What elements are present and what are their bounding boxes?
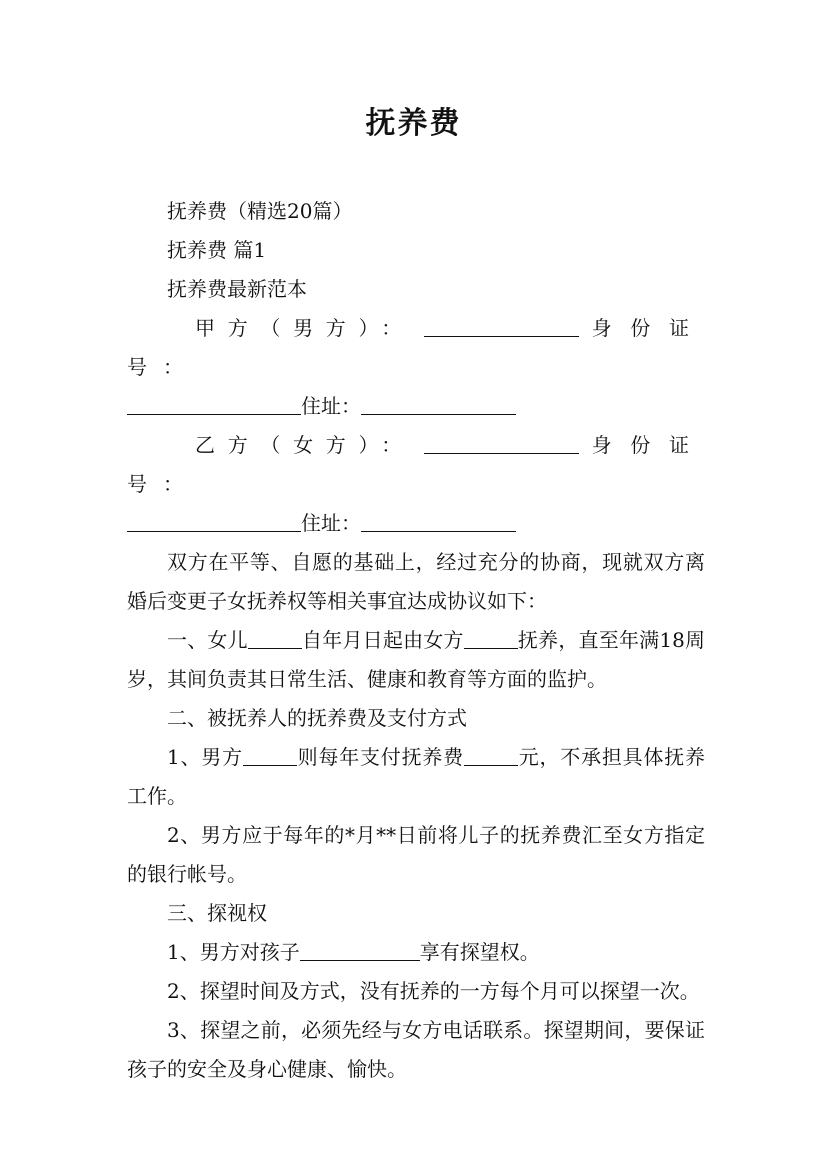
item-2-1-text-a: 1、男方 <box>167 745 243 769</box>
section-heading-text: 抚养费 篇1 <box>167 238 267 262</box>
item-3-1-text-b: 享有探望权。 <box>419 940 540 964</box>
section-3-heading: 三、探视权 <box>167 901 267 925</box>
item-2-1-amount-blank <box>464 743 518 766</box>
party-b-id-label: 身份证号： <box>127 433 706 496</box>
party-a-address-blank <box>361 392 516 415</box>
subtitle-text: 抚养费（精选20篇） <box>167 199 353 223</box>
section-2-heading: 二、被抚养人的抚养费及支付方式 <box>167 706 467 730</box>
item-3-1-child-blank <box>300 938 420 961</box>
item-1-text-b: 自年月日起由女方 <box>301 628 464 652</box>
item-2-2-paragraph: 2、男方应于每年的*月**日前将儿子的抚养费汇至女方指定的银行帐号。 <box>127 823 705 886</box>
party-a-name-blank <box>424 314 579 337</box>
intro-paragraph: 双方在平等、自愿的基础上，经过充分的协商，现就双方离婚后变更子女抚养权等相关事宜达成协议如下： <box>127 550 705 613</box>
item-2-1-father-blank <box>243 743 297 766</box>
party-b-line <box>127 426 705 543</box>
party-a-id-label: 身份证号： <box>127 316 706 379</box>
item-1-daughter-blank <box>248 626 302 649</box>
item-3-1-text-a: 1、男方对孩子 <box>167 940 300 964</box>
document-title: 抚养费 <box>365 106 462 141</box>
party-b-label: 乙方（女方）： <box>195 433 414 457</box>
item-1-text-c: 抚养，直至年满18周岁，其间负责其日常生活、健康和教育等方面的监护。 <box>127 628 706 691</box>
item-1-custody-blank <box>464 626 518 649</box>
subtitle-line <box>127 192 705 231</box>
item-3-1-paragraph <box>127 933 705 972</box>
item-2-1-paragraph <box>127 738 705 816</box>
party-b-id-blank <box>127 509 301 532</box>
document-body <box>127 192 705 1089</box>
party-a-id-blank <box>127 392 301 415</box>
party-a-address-label: 住址： <box>301 394 361 418</box>
party-a-label: 甲方（男方）： <box>195 316 414 340</box>
item-2-1-text-c: 元，不承担具体抚养工作。 <box>127 745 706 808</box>
item-1-paragraph <box>127 621 705 699</box>
party-b-address-blank <box>361 509 516 532</box>
template-heading-text: 抚养费最新范本 <box>167 277 307 301</box>
party-b-address-label: 住址： <box>301 511 361 535</box>
party-a-line <box>127 309 705 426</box>
template-heading <box>127 270 705 309</box>
item-3-2-paragraph: 2、探望时间及方式，没有抚养的一方每个月可以探望一次。 <box>167 979 700 1003</box>
item-3-3-paragraph: 3、探望之前，必须先经与女方电话联系。探望期间，要保证孩子的安全及身心健康、愉快。 <box>127 1018 705 1081</box>
item-1-text-a: 一、女儿 <box>167 628 248 652</box>
party-b-name-blank <box>424 431 579 454</box>
item-2-1-text-b: 则每年支付抚养费 <box>296 745 464 769</box>
section-heading <box>127 231 705 270</box>
